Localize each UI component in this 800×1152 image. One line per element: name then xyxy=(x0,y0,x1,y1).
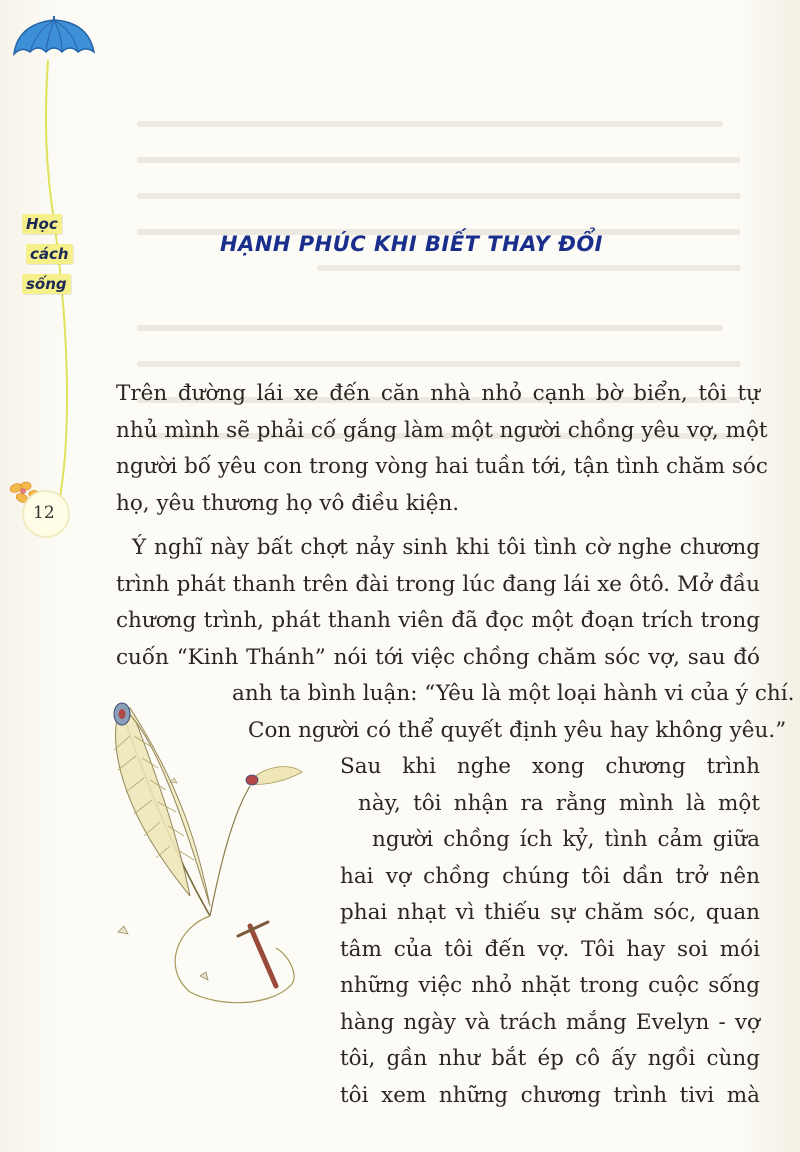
feather-illustration xyxy=(100,686,320,1016)
body-line-8: cuốn “Kinh Thánh” nói tới việc chồng chăm sóc vợ, sau đó xyxy=(116,644,760,670)
sidebar-tag-hoc: Học xyxy=(22,214,62,234)
body-line-2: nhủ mình sẽ phải cố gắng làm một người chồng yêu vợ, một xyxy=(116,417,768,443)
sidebar-tag-cach: cách xyxy=(26,244,73,264)
body-line-4: họ, yêu thương họ vô điều kiện. xyxy=(116,490,460,516)
body-line-11: Sau khi nghe xong chương trình xyxy=(340,754,760,779)
page-number: 12 xyxy=(33,503,55,523)
body-line-15: phai nhạt vì thiếu sự chăm sóc, quan xyxy=(340,900,760,925)
body-line-12: này, tôi nhận ra rằng mình là một xyxy=(358,790,760,816)
body-line-16: tâm của tôi đến vợ. Tôi hay soi mói xyxy=(340,936,760,962)
body-line-19: tôi, gần như bắt ép cô ấy ngồi cùng xyxy=(340,1046,760,1071)
body-line-5: Ý nghĩ này bất chợt nảy sinh khi tôi tình cờ nghe chương xyxy=(132,535,760,560)
body-line-10: Con người có thể quyết định yêu hay không yêu.” xyxy=(248,717,787,743)
body-line-17: những việc nhỏ nhặt trong cuộc sống xyxy=(340,973,760,998)
body-line-7: chương trình, phát thanh viên đã đọc một đoạn trích trong xyxy=(116,608,760,633)
sidebar-tag-song: sống xyxy=(22,274,71,294)
body-line-1: Trên đường lái xe đến căn nhà nhỏ cạnh bờ biển, tôi tự xyxy=(116,381,760,406)
chapter-title: HẠNH PHÚC KHI BIẾT THAY ĐỔI xyxy=(220,232,603,256)
body-line-6: trình phát thanh trên đài trong lúc đang lái xe ôtô. Mở đầu xyxy=(116,571,760,597)
body-line-18: hàng ngày và trách mắng Evelyn - vợ xyxy=(340,1009,760,1035)
body-line-13: người chồng ích kỷ, tình cảm giữa xyxy=(372,827,760,852)
body-line-14: hai vợ chồng chúng tôi dần trở nên xyxy=(340,863,760,889)
body-line-20: tôi xem những chương trình tivi mà xyxy=(340,1082,760,1108)
body-line-3: người bố yêu con trong vòng hai tuần tới, tận tình chăm sóc xyxy=(116,454,768,479)
body-line-9: anh ta bình luận: “Yêu là một loại hành vi của ý chí. xyxy=(232,681,795,706)
